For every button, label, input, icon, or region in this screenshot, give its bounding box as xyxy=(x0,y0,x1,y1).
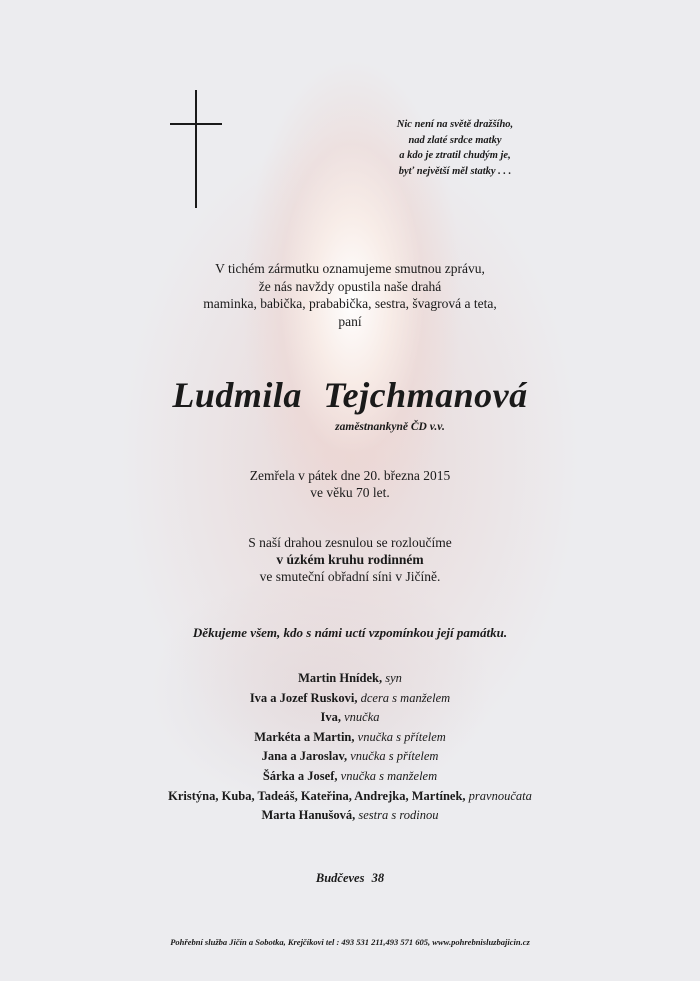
farewell-line: S naší drahou zesnulou se rozloučíme xyxy=(248,535,452,550)
mourner-relation: dcera s manželem xyxy=(360,690,451,705)
mourner-names: Iva, xyxy=(320,710,341,725)
announcement-line: paní xyxy=(338,313,362,329)
poem-line: nad zlaté srdce matky xyxy=(408,134,502,146)
mourner-row xyxy=(0,806,700,826)
mourner-relation: sestra s rodinou xyxy=(358,808,439,823)
death-age: ve věku 70 let. xyxy=(310,485,390,500)
mourner-relation: vnučka xyxy=(344,710,380,725)
mourner-names: Šárka a Josef, xyxy=(262,768,338,783)
farewell-info xyxy=(0,534,700,585)
death-notice xyxy=(0,467,700,501)
mourner-row xyxy=(0,669,700,689)
poem-line: byť největší měl statky . . . xyxy=(398,165,512,177)
mourner-row xyxy=(0,689,700,709)
mourner-relation: vnučka s přítelem xyxy=(350,749,439,764)
mourner-row xyxy=(0,747,700,767)
mourner-relation: syn xyxy=(385,671,402,685)
farewell-line: ve smuteční obřadní síni v Jičíně. xyxy=(259,569,441,584)
mourner-names: Kristýna, Kuba, Tadeáš, Kateřina, Andrejka, Martínek, xyxy=(168,788,466,803)
mourner-names: Iva a Jozef Ruskovi, xyxy=(249,690,358,705)
poem xyxy=(355,117,555,179)
mourner-names: Markéta a Martin, xyxy=(254,729,355,744)
mourner-relation: vnučka s manželem xyxy=(340,768,438,783)
mourner-row xyxy=(0,728,700,748)
address: Budčeves 38 xyxy=(315,871,385,885)
poem-line: Nic není na světě dražšího, xyxy=(396,119,514,130)
mourner-names: Marta Hanušová, xyxy=(261,808,356,823)
mourner-row xyxy=(0,767,700,787)
farewell-line: v úzkém kruhu rodinném xyxy=(276,552,424,567)
mourner-names: Jana a Jaroslav, xyxy=(261,749,348,764)
mourner-relation: vnučka s přítelem xyxy=(357,729,446,744)
announcement xyxy=(0,260,700,330)
mourner-relation: pravnoučata xyxy=(468,788,532,803)
death-date: Zemřela v pátek dne 20. března 2015 xyxy=(249,468,451,483)
mourner-row xyxy=(0,708,700,728)
announcement-line: maminka, babička, prababička, sestra, švagrová a teta, xyxy=(203,296,497,311)
funeral-service-footer: Pohřební služba Jičín a Sobotka, Krejčíkovi tel : 493 531 211,493 571 605, www.pohrebnisluzbajicin.cz xyxy=(170,937,530,947)
thanks-line: Děkujeme všem, kdo s námi uctí vzpomínkou její památku. xyxy=(192,625,508,640)
mourner-names: Martin Hnídek, xyxy=(298,671,383,685)
deceased-occupation: zaměstnankyně ČD v.v. xyxy=(335,421,445,433)
mourners-list xyxy=(0,669,700,826)
deceased-name: Ludmila Tejchmanová xyxy=(172,375,528,415)
announcement-line: že nás navždy opustila naše drahá xyxy=(258,278,442,294)
announcement-line: V tichém zármutku oznamujeme smutnou zprávu, xyxy=(215,261,485,276)
poem-line: a kdo je ztratil chudým je, xyxy=(399,150,511,161)
mourner-row xyxy=(0,787,700,807)
